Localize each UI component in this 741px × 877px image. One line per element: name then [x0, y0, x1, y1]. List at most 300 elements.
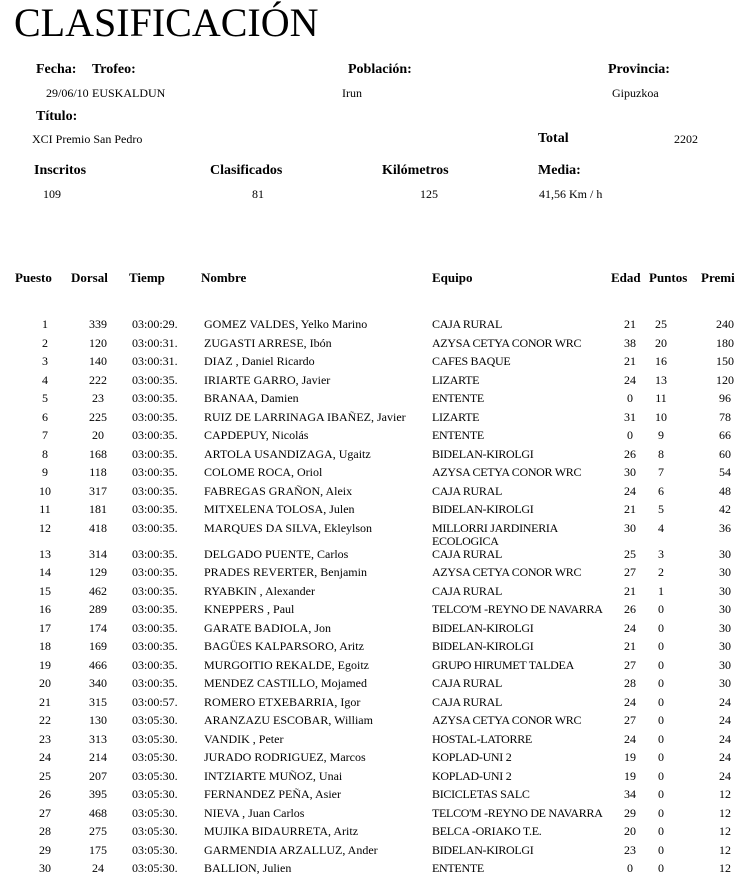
cell-premio: 12	[719, 862, 731, 875]
total-value: 2202	[674, 132, 698, 146]
cell-puntos: 10	[655, 410, 667, 424]
table-row	[0, 640, 741, 659]
cell-nombre: ARTOLA USANDIZAGA, Ugaitz	[204, 447, 371, 461]
cell-puntos: 0	[658, 658, 664, 672]
col-header-edad: Edad	[611, 270, 641, 285]
cell-premio: 12	[719, 825, 731, 838]
table-row	[0, 355, 741, 374]
cell-equipo: ENTENTE	[432, 862, 484, 875]
cell-puntos: 0	[658, 621, 664, 635]
clasificados-label: Clasificados	[210, 163, 283, 178]
table-row	[0, 733, 741, 752]
cell-puesto: 14	[39, 566, 51, 579]
cell-edad: 28	[624, 677, 636, 690]
cell-edad: 24	[624, 484, 636, 498]
cell-equipo: BIDELAN-KIROLGI	[432, 843, 534, 857]
cell-premio: 30	[719, 640, 731, 653]
cell-dorsal: 340	[89, 677, 107, 690]
table-row	[0, 448, 741, 467]
cell-dorsal: 222	[89, 373, 107, 387]
table-row	[0, 585, 741, 604]
cell-puntos: 8	[658, 447, 664, 461]
cell-premio: 180	[716, 336, 734, 350]
cell-edad: 0	[627, 862, 633, 875]
cell-nombre: NIEVA , Juan Carlos	[204, 806, 305, 820]
results-table-body	[0, 318, 741, 877]
cell-puntos: 0	[658, 825, 664, 838]
cell-equipo: LIZARTE	[432, 410, 480, 424]
cell-edad: 20	[624, 825, 636, 838]
cell-puntos: 16	[655, 355, 667, 368]
cell-dorsal: 174	[89, 621, 107, 635]
cell-dorsal: 289	[89, 603, 107, 616]
cell-nombre: ZUGASTI ARRESE, Ibón	[204, 336, 332, 350]
clasificados-value: 81	[252, 187, 264, 201]
cell-edad: 30	[624, 466, 636, 479]
cell-premio: 54	[719, 466, 731, 479]
cell-equipo: KOPLAD-UNI 2	[432, 769, 512, 783]
col-header-tiempo: Tiemp	[129, 270, 165, 285]
cell-equipo: AZYSA CETYA CONOR WRC	[432, 566, 582, 579]
cell-puntos: 0	[658, 640, 664, 653]
cell-nombre: BAGÜES KALPARSORO, Aritz	[204, 640, 364, 653]
cell-puntos: 0	[658, 769, 664, 783]
cell-puesto: 13	[39, 547, 51, 561]
cell-equipo: ENTENTE	[432, 429, 484, 442]
cell-puesto: 2	[42, 336, 48, 350]
cell-nombre: RUIZ DE LARRINAGA IBAÑEZ, Javier	[204, 410, 406, 424]
cell-nombre: MARQUES DA SILVA, Ekleylson	[204, 521, 373, 535]
table-row	[0, 844, 741, 863]
table-row	[0, 696, 741, 715]
cell-equipo: CAJA RURAL	[432, 484, 503, 498]
cell-puntos: 0	[658, 806, 664, 820]
kilometros-value: 125	[420, 187, 438, 201]
cell-nombre: FABREGAS GRAÑON, Aleix	[204, 484, 353, 498]
cell-equipo: BIDELAN-KIROLGI	[432, 447, 534, 461]
cell-dorsal: 175	[89, 843, 107, 857]
table-row	[0, 337, 741, 356]
cell-tiempo: 03:00:35.	[132, 521, 178, 535]
cell-equipo: AZYSA CETYA CONOR WRC	[432, 466, 582, 479]
cell-premio: 24	[719, 769, 731, 783]
cell-puesto: 17	[39, 621, 51, 635]
cell-puntos: 13	[655, 373, 667, 387]
cell-nombre: FERNANDEZ PEÑA, Asier	[204, 788, 341, 801]
cell-dorsal: 129	[89, 566, 107, 579]
cell-edad: 23	[624, 843, 636, 857]
table-row	[0, 677, 741, 696]
cell-puesto: 3	[42, 355, 48, 368]
cell-equipo: TELCO'M -REYNO DE NAVARRA	[432, 603, 603, 616]
cell-puesto: 23	[39, 732, 51, 746]
cell-edad: 19	[624, 751, 636, 764]
cell-puesto: 16	[39, 603, 51, 616]
table-row	[0, 548, 741, 567]
table-row	[0, 374, 741, 393]
cell-edad: 29	[624, 806, 636, 820]
cell-puesto: 26	[39, 788, 51, 801]
cell-nombre: MURGOITIO REKALDE, Egoitz	[204, 658, 369, 672]
cell-edad: 0	[627, 429, 633, 442]
cell-tiempo: 03:05:30.	[132, 732, 178, 746]
cell-dorsal: 462	[89, 584, 107, 598]
cell-tiempo: 03:00:35.	[132, 392, 178, 405]
cell-puesto: 8	[42, 447, 48, 461]
cell-puntos: 0	[658, 862, 664, 875]
cell-equipo: HOSTAL-LATORRE	[432, 732, 532, 746]
cell-premio: 12	[719, 788, 731, 801]
cell-premio: 150	[716, 355, 734, 368]
total-label: Total	[538, 131, 569, 146]
table-row	[0, 318, 741, 337]
cell-tiempo: 03:00:35.	[132, 677, 178, 690]
titulo-value: XCI Premio San Pedro	[32, 132, 143, 146]
cell-tiempo: 03:05:30.	[132, 843, 178, 857]
cell-tiempo: 03:00:35.	[132, 503, 178, 516]
cell-puntos: 5	[658, 503, 664, 516]
cell-tiempo: 03:05:30.	[132, 751, 178, 764]
cell-dorsal: 168	[89, 447, 107, 461]
cell-nombre: RYABKIN , Alexander	[204, 584, 315, 598]
fecha-label: Fecha:	[36, 62, 77, 77]
cell-dorsal: 313	[89, 732, 107, 746]
cell-edad: 27	[624, 658, 636, 672]
cell-premio: 24	[719, 732, 731, 746]
cell-equipo: AZYSA CETYA CONOR WRC	[432, 336, 582, 350]
cell-edad: 0	[627, 392, 633, 405]
cell-dorsal: 169	[89, 640, 107, 653]
cell-dorsal: 418	[89, 521, 107, 535]
cell-tiempo: 03:05:30.	[132, 806, 178, 820]
cell-puntos: 0	[658, 751, 664, 764]
cell-edad: 27	[624, 714, 636, 727]
cell-edad: 21	[624, 503, 636, 516]
cell-tiempo: 03:05:30.	[132, 714, 178, 727]
cell-equipo: LIZARTE	[432, 373, 480, 387]
cell-dorsal: 140	[89, 355, 107, 368]
cell-nombre: MUJIKA BIDAURRETA, Aritz	[204, 825, 359, 838]
cell-dorsal: 339	[89, 318, 107, 331]
cell-edad: 21	[624, 640, 636, 653]
cell-nombre: GARATE BADIOLA, Jon	[204, 621, 331, 635]
cell-tiempo: 03:00:29.	[132, 318, 178, 331]
cell-nombre: COLOME ROCA, Oriol	[204, 466, 323, 479]
page-title: CLASIFICACIÓN	[14, 0, 319, 45]
cell-equipo: CAFES BAQUE	[432, 355, 511, 368]
cell-premio: 30	[719, 658, 731, 672]
cell-premio: 24	[719, 695, 731, 709]
cell-edad: 19	[624, 769, 636, 783]
cell-puesto: 25	[39, 769, 51, 783]
cell-nombre: GOMEZ VALDES, Yelko Marino	[204, 318, 368, 331]
cell-equipo: AZYSA CETYA CONOR WRC	[432, 714, 582, 727]
cell-tiempo: 03:05:30.	[132, 788, 178, 801]
cell-tiempo: 03:00:35.	[132, 410, 178, 424]
table-row	[0, 485, 741, 504]
cell-premio: 30	[719, 584, 731, 598]
cell-nombre: DELGADO PUENTE, Carlos	[204, 547, 349, 561]
table-row	[0, 659, 741, 678]
cell-dorsal: 317	[89, 484, 107, 498]
col-header-premio: Premi	[701, 270, 735, 285]
cell-premio: 24	[719, 751, 731, 764]
col-header-nombre: Nombre	[201, 270, 247, 285]
table-row	[0, 714, 741, 733]
cell-tiempo: 03:00:31.	[132, 355, 178, 368]
table-row	[0, 411, 741, 430]
table-row	[0, 503, 741, 522]
table-row	[0, 825, 741, 844]
cell-premio: 30	[719, 677, 731, 690]
cell-equipo: CAJA RURAL	[432, 584, 503, 598]
cell-tiempo: 03:05:30.	[132, 825, 178, 838]
cell-puntos: 1	[658, 584, 664, 598]
cell-puntos: 0	[658, 677, 664, 690]
cell-equipo: CAJA RURAL	[432, 677, 503, 690]
cell-equipo: KOPLAD-UNI 2	[432, 751, 512, 764]
cell-puntos: 6	[658, 484, 664, 498]
cell-dorsal: 466	[89, 658, 107, 672]
cell-puntos: 0	[658, 843, 664, 857]
cell-nombre: IRIARTE GARRO, Javier	[204, 373, 331, 387]
cell-premio: 12	[719, 843, 731, 857]
cell-dorsal: 130	[89, 714, 107, 727]
cell-tiempo: 03:00:35.	[132, 621, 178, 635]
cell-nombre: JURADO RODRIGUEZ, Marcos	[204, 751, 366, 764]
cell-equipo: BIDELAN-KIROLGI	[432, 621, 534, 635]
cell-nombre: MENDEZ CASTILLO, Mojamed	[204, 677, 367, 690]
cell-nombre: GARMENDIA ARZALLUZ, Ander	[204, 843, 378, 857]
cell-puesto: 4	[42, 373, 48, 387]
cell-nombre: VANDIK , Peter	[204, 732, 284, 746]
cell-premio: 78	[719, 410, 731, 424]
media-value: 41,56 Km / h	[539, 187, 603, 201]
cell-edad: 24	[624, 373, 636, 387]
cell-dorsal: 23	[92, 392, 104, 405]
cell-puesto: 22	[39, 714, 51, 727]
cell-tiempo: 03:00:35.	[132, 566, 178, 579]
provincia-value: Gipuzkoa	[612, 86, 659, 100]
cell-dorsal: 181	[89, 503, 107, 516]
cell-nombre: BALLION, Julien	[204, 862, 292, 875]
cell-nombre: CAPDEPUY, Nicolás	[204, 429, 309, 442]
cell-tiempo: 03:00:35.	[132, 429, 178, 442]
cell-edad: 26	[624, 447, 636, 461]
kilometros-label: Kilómetros	[382, 163, 449, 178]
cell-puntos: 11	[655, 392, 667, 405]
cell-tiempo: 03:00:35.	[132, 547, 178, 561]
table-row	[0, 392, 741, 411]
cell-tiempo: 03:05:30.	[132, 769, 178, 783]
cell-dorsal: 207	[89, 769, 107, 783]
cell-puntos: 2	[658, 566, 664, 579]
cell-nombre: KNEPPERS , Paul	[204, 603, 295, 616]
col-header-equipo: Equipo	[432, 270, 473, 285]
cell-edad: 27	[624, 566, 636, 579]
cell-dorsal: 120	[89, 336, 107, 350]
cell-equipo: BIDELAN-KIROLGI	[432, 503, 534, 516]
cell-puesto: 28	[39, 825, 51, 838]
poblacion-value: Irun	[342, 86, 362, 100]
cell-puesto: 6	[42, 410, 48, 424]
cell-equipo: CAJA RURAL	[432, 695, 503, 709]
cell-tiempo: 03:00:35.	[132, 447, 178, 461]
cell-edad: 25	[624, 547, 636, 561]
cell-tiempo: 03:00:35.	[132, 658, 178, 672]
cell-dorsal: 24	[92, 862, 104, 875]
cell-premio: 36	[719, 521, 731, 535]
cell-puesto: 12	[39, 521, 51, 535]
cell-equipo: GRUPO HIRUMET TALDEA	[432, 658, 574, 672]
cell-nombre: ARANZAZU ESCOBAR, William	[204, 714, 373, 727]
cell-edad: 38	[624, 336, 636, 350]
cell-dorsal: 214	[89, 751, 107, 764]
cell-equipo: BICICLETAS SALC	[432, 788, 530, 801]
cell-puntos: 25	[655, 318, 667, 331]
cell-puntos: 0	[658, 695, 664, 709]
cell-dorsal: 225	[89, 410, 107, 424]
cell-tiempo: 03:00:35.	[132, 484, 178, 498]
cell-puesto: 1	[42, 318, 48, 331]
cell-nombre: MITXELENA TOLOSA, Julen	[204, 503, 355, 516]
cell-edad: 26	[624, 603, 636, 616]
cell-puntos: 0	[658, 732, 664, 746]
cell-dorsal: 468	[89, 806, 107, 820]
cell-premio: 48	[719, 484, 731, 498]
cell-tiempo: 03:05:30.	[132, 862, 178, 875]
cell-equipo: BIDELAN-KIROLGI	[432, 640, 534, 653]
cell-puesto: 15	[39, 584, 51, 598]
cell-dorsal: 314	[89, 547, 107, 561]
cell-edad: 21	[624, 355, 636, 368]
cell-puesto: 18	[39, 640, 51, 653]
cell-premio: 24	[719, 714, 731, 727]
fecha-value: 29/06/10	[46, 86, 89, 100]
trofeo-value: EUSKALDUN	[92, 86, 166, 100]
cell-edad: 24	[624, 695, 636, 709]
cell-puesto: 24	[39, 751, 51, 764]
cell-tiempo: 03:00:35.	[132, 584, 178, 598]
cell-puntos: 0	[658, 788, 664, 801]
inscritos-value: 109	[43, 187, 61, 201]
cell-dorsal: 118	[89, 466, 107, 479]
cell-tiempo: 03:00:31.	[132, 336, 178, 350]
cell-puntos: 0	[658, 714, 664, 727]
cell-edad: 31	[624, 410, 636, 424]
cell-puntos: 7	[658, 466, 664, 479]
cell-puesto: 7	[42, 429, 48, 442]
table-row	[0, 770, 741, 789]
cell-puntos: 3	[658, 547, 664, 561]
table-row	[0, 788, 741, 807]
cell-puntos: 4	[658, 521, 664, 535]
cell-puesto: 20	[39, 677, 51, 690]
cell-puntos: 9	[658, 429, 664, 442]
col-header-puntos: Puntos	[649, 270, 688, 285]
cell-nombre: PRADES REVERTER, Benjamin	[204, 566, 367, 579]
cell-premio: 42	[719, 503, 731, 516]
cell-puesto: 27	[39, 806, 51, 820]
cell-premio: 240	[716, 318, 734, 331]
cell-edad: 21	[624, 584, 636, 598]
cell-tiempo: 03:00:35.	[132, 373, 178, 387]
provincia-label: Provincia:	[608, 62, 670, 77]
media-label: Media:	[538, 163, 581, 178]
cell-edad: 30	[624, 521, 636, 535]
cell-premio: 30	[719, 603, 731, 616]
cell-puesto: 21	[39, 695, 51, 709]
cell-puesto: 5	[42, 392, 48, 405]
cell-nombre: ROMERO ETXEBARRIA, Igor	[204, 695, 361, 709]
col-header-puesto: Puesto	[15, 270, 52, 285]
table-row	[0, 751, 741, 770]
cell-puesto: 9	[42, 466, 48, 479]
cell-premio: 60	[719, 447, 731, 461]
cell-puesto: 30	[39, 862, 51, 875]
cell-equipo: MILLORRI JARDINERIA ECOLOGICA	[432, 521, 558, 548]
cell-puesto: 19	[39, 658, 51, 672]
cell-dorsal: 275	[89, 825, 107, 838]
cell-edad: 24	[624, 732, 636, 746]
table-row	[0, 522, 741, 548]
cell-edad: 21	[624, 318, 636, 331]
cell-equipo: CAJA RURAL	[432, 547, 503, 561]
cell-premio: 66	[719, 429, 731, 442]
table-row	[0, 429, 741, 448]
cell-premio: 12	[719, 806, 731, 820]
cell-nombre: INTZIARTE MUÑOZ, Unai	[204, 769, 343, 783]
cell-premio: 120	[716, 373, 734, 387]
table-row	[0, 566, 741, 585]
cell-dorsal: 315	[89, 695, 107, 709]
cell-equipo: CAJA RURAL	[432, 318, 503, 331]
trofeo-label: Trofeo:	[92, 62, 136, 77]
table-row	[0, 807, 741, 826]
cell-premio: 96	[719, 392, 731, 405]
cell-premio: 30	[719, 566, 731, 579]
cell-nombre: BRANAA, Damien	[204, 392, 299, 405]
cell-puesto: 11	[39, 503, 51, 516]
cell-puesto: 29	[39, 843, 51, 857]
results-table	[0, 318, 741, 877]
table-row	[0, 622, 741, 641]
table-row	[0, 603, 741, 622]
poblacion-label: Población:	[348, 62, 412, 77]
cell-puntos: 0	[658, 603, 664, 616]
cell-tiempo: 03:00:57.	[132, 695, 178, 709]
col-header-dorsal: Dorsal	[71, 270, 108, 285]
cell-edad: 24	[624, 621, 636, 635]
titulo-label: Título:	[36, 109, 78, 124]
cell-equipo: BELCA -ORIAKO T.E.	[432, 825, 542, 838]
cell-equipo: ENTENTE	[432, 392, 484, 405]
cell-puesto: 10	[39, 484, 51, 498]
table-row	[0, 466, 741, 485]
cell-dorsal: 395	[89, 788, 107, 801]
cell-tiempo: 03:00:35.	[132, 466, 178, 479]
cell-equipo: TELCO'M -REYNO DE NAVARRA	[432, 806, 603, 820]
cell-premio: 30	[719, 621, 731, 635]
inscritos-label: Inscritos	[34, 163, 87, 178]
cell-dorsal: 20	[92, 429, 104, 442]
cell-tiempo: 03:00:35.	[132, 640, 178, 653]
cell-nombre: DIAZ , Daniel Ricardo	[204, 355, 315, 368]
cell-tiempo: 03:00:35.	[132, 603, 178, 616]
cell-puntos: 20	[655, 336, 667, 350]
table-row	[0, 862, 741, 877]
cell-edad: 34	[624, 788, 636, 801]
